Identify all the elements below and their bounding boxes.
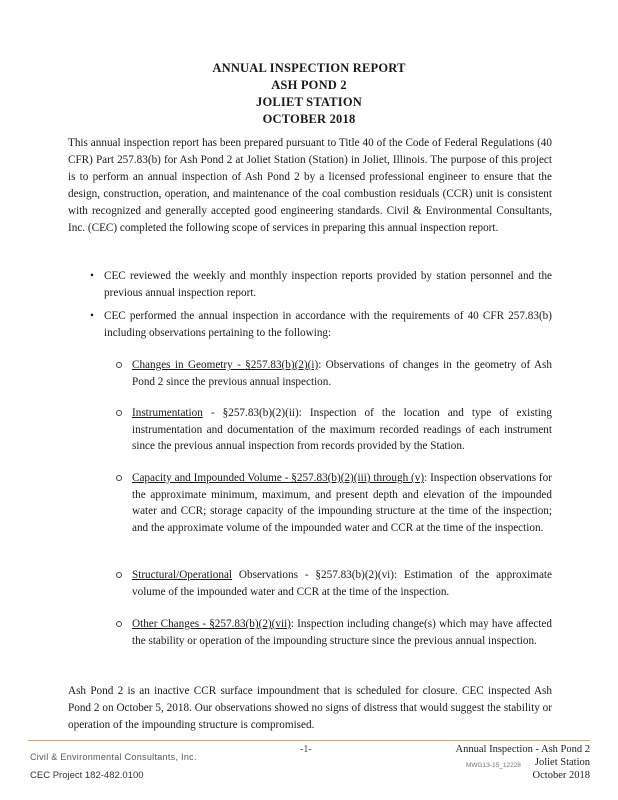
intro-paragraph: This annual inspection report has been prepared pursuant to Title 40 of the Code of Federal Regulations (40 CFR) Part 257.83(b) for Ash Pond 2 at Joliet Station (Station) in Joliet, Illinois. The purpose of this project is to perform an annual inspection of Ash Pond 2 by a licensed professional engineer to ensure that the design, construction, operation, and maintenance of the coal combustion residuals (CCR) unit is consistent with recognized and generally accepted good engineering standards. Civil & Environmental Consultants, Inc. (CEC) completed the following scope of services in preparing this annual inspection report.	[68, 137, 552, 234]
circle-bullet-icon	[116, 410, 122, 416]
bullet-icon: •	[90, 310, 94, 322]
bullet-item	[90, 308, 552, 342]
circle-bullet-icon	[116, 572, 122, 578]
sub-item-capacity	[116, 470, 552, 536]
footer-project-number: CEC Project 182-482.0100	[30, 770, 144, 781]
bullet-item	[90, 268, 552, 302]
footer-report-title: Annual Inspection - Ash Pond 2	[455, 744, 590, 755]
footer-company: Civil & Environmental Consultants, Inc.	[30, 752, 197, 762]
sub-item-heading: Capacity and Impounded Volume - §257.83(b)(2)(iii) through (v)	[132, 472, 425, 484]
sub-item-body: : Inspection observations for the approximate minimum, maximum, and present depth and elevation of the impounded water and CCR; storage capacity of the impounding structure at the time of the inspection; and the approximate volume of the impounded water and CCR at the time of the inspection.	[132, 472, 552, 534]
sub-item-heading: Structural/Operational	[132, 569, 233, 581]
bullet-text: CEC reviewed the weekly and monthly inspection reports provided by station personnel and the previous annual inspection report.	[104, 270, 552, 299]
footer-date: October 2018	[532, 770, 590, 781]
sub-item-instrumentation	[116, 405, 552, 455]
footer-page-number: -1-	[300, 744, 312, 755]
sub-item-body: : Inspection including change(s) which may have affected the stability or operation of the impounding structure since the previous annual inspection.	[132, 618, 552, 647]
sub-item-changes-in-geometry	[116, 357, 552, 390]
circle-bullet-icon	[116, 621, 122, 627]
sub-item-body: Observations - §257.83(b)(2)(vi): Estimation of the approximate volume of the impounded water and CCR at the time of the inspection.	[132, 569, 552, 598]
bates-stamp: MWG13-15_12228	[466, 762, 521, 769]
bullet-icon: •	[90, 270, 94, 282]
sub-item-text	[132, 405, 552, 455]
title-line-1: ANNUAL INSPECTION REPORT	[212, 61, 406, 75]
circle-bullet-icon	[116, 475, 122, 481]
sub-item-other-changes	[116, 616, 552, 649]
footer-station: Joliet Station	[534, 757, 590, 768]
title-line-4: OCTOBER 2018	[262, 112, 356, 126]
circle-bullet-icon	[116, 362, 122, 368]
report-title	[0, 60, 618, 128]
bullet-text: CEC performed the annual inspection in accordance with the requirements of 40 CFR 257.83(b) including observations pertaining to the following:	[104, 310, 552, 339]
sub-item-text	[132, 357, 552, 390]
sub-item-text	[132, 616, 552, 649]
sub-item-body: : Observations of changes in the geometry of Ash Pond 2 since the previous annual inspection.	[132, 359, 552, 388]
sub-item-body: - §257.83(b)(2)(ii): Inspection of the location and type of existing instrumentation and documentation of the maximum recorded readings of each instrument since the previous annual inspection from records provided by the Station.	[132, 407, 552, 452]
sub-item-text	[132, 470, 552, 536]
footer-divider	[28, 740, 590, 741]
title-line-3: JOLIET STATION	[256, 95, 362, 109]
sub-item-text	[132, 567, 552, 600]
sub-item-heading: Instrumentation	[132, 407, 203, 419]
sub-item-heading: Other Changes - §257.83(b)(2)(vii)	[132, 618, 291, 630]
sub-item-heading: Changes in Geometry - §257.83(b)(2)(i)	[132, 359, 319, 371]
closing-paragraph: Ash Pond 2 is an inactive CCR surface impoundment that is scheduled for closure. CEC inspected Ash Pond 2 on October 5, 2018. Our observations showed no signs of distress that would suggest the stability or operation of the impounding structure is compromised.	[68, 685, 552, 731]
sub-item-structural-operational	[116, 567, 552, 600]
title-line-2: ASH POND 2	[271, 78, 347, 92]
